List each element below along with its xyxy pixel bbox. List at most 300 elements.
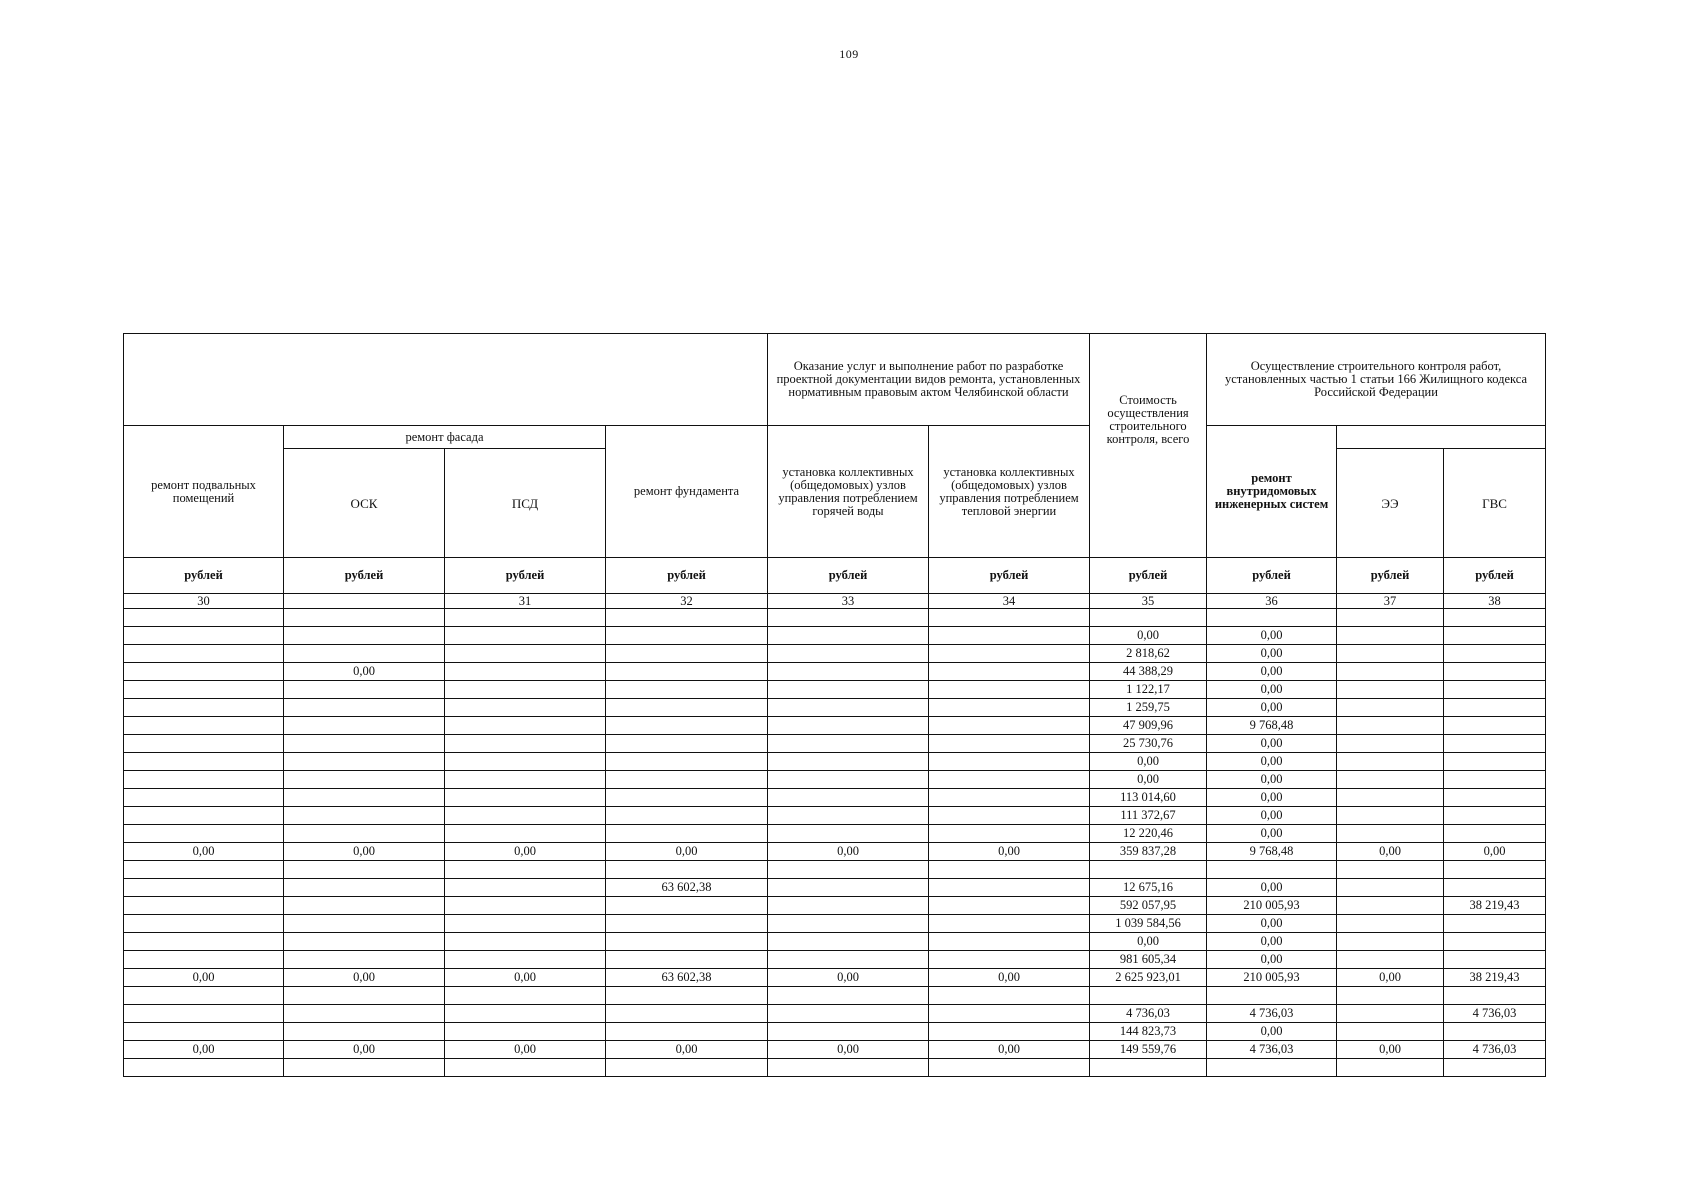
table-row bbox=[124, 897, 1546, 915]
table-cell bbox=[445, 879, 606, 897]
table-cell: 981 605,34 bbox=[1090, 951, 1207, 969]
table-cell bbox=[445, 645, 606, 663]
table-cell: 144 823,73 bbox=[1090, 1023, 1207, 1041]
table-cell bbox=[1444, 627, 1546, 645]
table-cell bbox=[768, 987, 929, 1005]
table-cell bbox=[124, 735, 284, 753]
table-cell bbox=[929, 789, 1090, 807]
table-row bbox=[124, 933, 1546, 951]
table-cell: 0,00 bbox=[1444, 843, 1546, 861]
table-cell: 0,00 bbox=[1207, 933, 1337, 951]
table-row bbox=[124, 843, 1546, 861]
header-facade: ремонт фасада bbox=[284, 426, 606, 449]
table-cell bbox=[768, 753, 929, 771]
table-cell bbox=[1337, 1059, 1444, 1077]
table-cell: 0,00 bbox=[445, 1041, 606, 1059]
units-row-group bbox=[124, 558, 1546, 609]
table-cell bbox=[768, 951, 929, 969]
table-cell bbox=[768, 1005, 929, 1023]
table-cell bbox=[1337, 825, 1444, 843]
table-cell bbox=[929, 717, 1090, 735]
table-cell: 0,00 bbox=[929, 1041, 1090, 1059]
table-cell bbox=[284, 753, 445, 771]
table-cell bbox=[284, 681, 445, 699]
table-cell bbox=[445, 1023, 606, 1041]
column-number: 37 bbox=[1337, 594, 1444, 609]
table-cell bbox=[445, 771, 606, 789]
table-cell bbox=[606, 789, 768, 807]
table-cell: 38 219,43 bbox=[1444, 897, 1546, 915]
header-gvs: ГВС bbox=[1444, 449, 1546, 558]
table-cell bbox=[1444, 645, 1546, 663]
table-cell bbox=[929, 627, 1090, 645]
header-control-total: Стоимость осуществления строительного контроля, всего bbox=[1090, 334, 1207, 558]
table-cell bbox=[929, 681, 1090, 699]
table-cell bbox=[124, 807, 284, 825]
table-cell: 0,00 bbox=[1207, 789, 1337, 807]
table-row bbox=[124, 717, 1546, 735]
data-rows bbox=[124, 609, 1546, 1077]
column-number: 35 bbox=[1090, 594, 1207, 609]
table-cell bbox=[606, 825, 768, 843]
table-cell bbox=[1444, 753, 1546, 771]
table-cell bbox=[1337, 861, 1444, 879]
table-cell: 38 219,43 bbox=[1444, 969, 1546, 987]
table-cell bbox=[284, 1023, 445, 1041]
table-cell bbox=[768, 825, 929, 843]
table-cell bbox=[284, 627, 445, 645]
table-cell: 113 014,60 bbox=[1090, 789, 1207, 807]
table-cell bbox=[929, 645, 1090, 663]
table-cell bbox=[1337, 681, 1444, 699]
table-cell: 0,00 bbox=[1207, 753, 1337, 771]
table-cell bbox=[284, 825, 445, 843]
header-psd: ПСД bbox=[445, 449, 606, 558]
table-cell bbox=[445, 735, 606, 753]
table-cell bbox=[1337, 897, 1444, 915]
table-cell: 0,00 bbox=[1207, 1023, 1337, 1041]
unit-cell: рублей bbox=[284, 558, 445, 594]
table-cell bbox=[929, 1005, 1090, 1023]
column-number: 31 bbox=[445, 594, 606, 609]
table-cell bbox=[606, 681, 768, 699]
table-cell: 0,00 bbox=[124, 843, 284, 861]
table-cell bbox=[929, 735, 1090, 753]
table-cell bbox=[445, 933, 606, 951]
table-cell: 0,00 bbox=[284, 663, 445, 681]
table-cell bbox=[445, 825, 606, 843]
table-cell: 0,00 bbox=[445, 969, 606, 987]
unit-cell: рублей bbox=[124, 558, 284, 594]
table-cell bbox=[929, 1059, 1090, 1077]
table-cell: 0,00 bbox=[929, 969, 1090, 987]
table-cell bbox=[1444, 915, 1546, 933]
table-cell bbox=[1444, 807, 1546, 825]
table-cell bbox=[284, 915, 445, 933]
table-cell bbox=[445, 915, 606, 933]
page-number: 109 bbox=[839, 47, 859, 61]
table-cell: 0,00 bbox=[1207, 915, 1337, 933]
table-cell bbox=[929, 1023, 1090, 1041]
table-cell: 0,00 bbox=[929, 843, 1090, 861]
table-cell bbox=[124, 627, 284, 645]
table-cell: 1 039 584,56 bbox=[1090, 915, 1207, 933]
table-cell bbox=[606, 771, 768, 789]
table-cell: 0,00 bbox=[768, 1041, 929, 1059]
table-cell: 2 818,62 bbox=[1090, 645, 1207, 663]
table-cell bbox=[1444, 825, 1546, 843]
header-basement: ремонт подвальных помещений bbox=[124, 426, 284, 558]
column-number bbox=[284, 594, 445, 609]
table-cell: 0,00 bbox=[1090, 627, 1207, 645]
table-cell bbox=[606, 1059, 768, 1077]
header-heat-nodes: установка коллективных (общедомовых) узлов управления потреблением тепловой энергии bbox=[929, 426, 1090, 558]
table-cell: 0,00 bbox=[1207, 807, 1337, 825]
table-cell: 63 602,38 bbox=[606, 879, 768, 897]
column-number: 30 bbox=[124, 594, 284, 609]
table-cell bbox=[284, 789, 445, 807]
table-cell bbox=[929, 699, 1090, 717]
table-cell bbox=[124, 951, 284, 969]
table-cell bbox=[929, 915, 1090, 933]
table-cell bbox=[929, 951, 1090, 969]
table-cell bbox=[1337, 753, 1444, 771]
table-cell bbox=[768, 771, 929, 789]
table-cell: 0,00 bbox=[1207, 879, 1337, 897]
table-cell: 210 005,93 bbox=[1207, 969, 1337, 987]
table-row bbox=[124, 789, 1546, 807]
table-row bbox=[124, 753, 1546, 771]
table-cell bbox=[929, 879, 1090, 897]
table-cell bbox=[124, 681, 284, 699]
table-cell bbox=[445, 1005, 606, 1023]
table-cell bbox=[284, 609, 445, 627]
column-numbers-row bbox=[124, 594, 1546, 609]
table-cell: 0,00 bbox=[1207, 825, 1337, 843]
table-cell bbox=[445, 1059, 606, 1077]
table-cell: 0,00 bbox=[768, 843, 929, 861]
table-cell bbox=[284, 879, 445, 897]
table-cell: 44 388,29 bbox=[1090, 663, 1207, 681]
table-cell bbox=[929, 897, 1090, 915]
table-cell: 0,00 bbox=[1207, 771, 1337, 789]
table-row bbox=[124, 735, 1546, 753]
table-cell bbox=[124, 753, 284, 771]
table-cell: 0,00 bbox=[1090, 933, 1207, 951]
table-cell bbox=[124, 1059, 284, 1077]
table-cell bbox=[1444, 951, 1546, 969]
table-row bbox=[124, 861, 1546, 879]
table-cell bbox=[124, 825, 284, 843]
table-cell bbox=[768, 735, 929, 753]
table-cell bbox=[1444, 609, 1546, 627]
table-cell bbox=[124, 1023, 284, 1041]
table-cell bbox=[606, 1005, 768, 1023]
table-cell: 4 736,03 bbox=[1207, 1041, 1337, 1059]
table-cell bbox=[929, 753, 1090, 771]
table-cell bbox=[1444, 1059, 1546, 1077]
column-number: 36 bbox=[1207, 594, 1337, 609]
table-cell bbox=[445, 789, 606, 807]
table-cell bbox=[284, 861, 445, 879]
header-control-group: Осуществление строительного контроля работ, установленных частью 1 статьи 166 Жилищного кодекса Российской Федерации bbox=[1207, 334, 1546, 426]
header-hot-water-nodes: установка коллективных (общедомовых) узлов управления потреблением горячей воды bbox=[768, 426, 929, 558]
unit-cell: рублей bbox=[1207, 558, 1337, 594]
table-cell bbox=[606, 717, 768, 735]
table-cell bbox=[284, 735, 445, 753]
table-cell bbox=[768, 861, 929, 879]
table-cell bbox=[445, 951, 606, 969]
table-cell bbox=[1337, 771, 1444, 789]
table-cell bbox=[1337, 789, 1444, 807]
table-header bbox=[124, 334, 1546, 558]
header-osk: ОСК bbox=[284, 449, 445, 558]
table-cell bbox=[768, 933, 929, 951]
table-cell: 0,00 bbox=[284, 1041, 445, 1059]
unit-cell: рублей bbox=[929, 558, 1090, 594]
table-cell: 0,00 bbox=[606, 1041, 768, 1059]
table-row bbox=[124, 699, 1546, 717]
table-cell bbox=[606, 987, 768, 1005]
table-cell bbox=[606, 915, 768, 933]
table-cell: 0,00 bbox=[1207, 951, 1337, 969]
column-number: 33 bbox=[768, 594, 929, 609]
table-cell bbox=[606, 897, 768, 915]
table-cell: 0,00 bbox=[1207, 645, 1337, 663]
table-cell bbox=[124, 717, 284, 735]
table-cell: 210 005,93 bbox=[1207, 897, 1337, 915]
table-cell bbox=[768, 609, 929, 627]
table-cell bbox=[929, 807, 1090, 825]
table-cell bbox=[284, 717, 445, 735]
table-cell: 12 220,46 bbox=[1090, 825, 1207, 843]
table-cell bbox=[929, 771, 1090, 789]
table-cell: 0,00 bbox=[1207, 627, 1337, 645]
table-cell bbox=[1337, 645, 1444, 663]
table-cell: 0,00 bbox=[1207, 681, 1337, 699]
column-number: 38 bbox=[1444, 594, 1546, 609]
table-cell: 25 730,76 bbox=[1090, 735, 1207, 753]
table-row bbox=[124, 1041, 1546, 1059]
table-cell bbox=[1207, 987, 1337, 1005]
units-row bbox=[124, 558, 1546, 594]
table-cell: 2 625 923,01 bbox=[1090, 969, 1207, 987]
table-cell bbox=[1337, 717, 1444, 735]
table-cell bbox=[768, 663, 929, 681]
table-cell bbox=[1337, 987, 1444, 1005]
table-cell: 4 736,03 bbox=[1444, 1041, 1546, 1059]
table-cell bbox=[1337, 933, 1444, 951]
table-cell bbox=[1337, 1005, 1444, 1023]
table-cell bbox=[1090, 861, 1207, 879]
table-cell: 63 602,38 bbox=[606, 969, 768, 987]
table-cell: 0,00 bbox=[1090, 753, 1207, 771]
table-cell bbox=[284, 897, 445, 915]
table-cell bbox=[445, 807, 606, 825]
table-cell bbox=[768, 699, 929, 717]
table-cell bbox=[768, 1023, 929, 1041]
table-cell bbox=[284, 1005, 445, 1023]
table-cell bbox=[1337, 663, 1444, 681]
table-cell bbox=[124, 699, 284, 717]
table-cell bbox=[1090, 1059, 1207, 1077]
table-cell bbox=[606, 861, 768, 879]
table-cell bbox=[445, 717, 606, 735]
table-cell: 111 372,67 bbox=[1090, 807, 1207, 825]
table-cell bbox=[1337, 627, 1444, 645]
table-cell bbox=[284, 1059, 445, 1077]
table-cell bbox=[1337, 609, 1444, 627]
table-cell bbox=[1444, 735, 1546, 753]
table-cell bbox=[1090, 609, 1207, 627]
table-cell bbox=[768, 879, 929, 897]
table-cell bbox=[1444, 663, 1546, 681]
table-cell bbox=[1337, 735, 1444, 753]
table-cell bbox=[929, 933, 1090, 951]
table-cell bbox=[284, 771, 445, 789]
table-cell bbox=[768, 807, 929, 825]
table-cell bbox=[1207, 861, 1337, 879]
table-cell bbox=[284, 987, 445, 1005]
table-cell bbox=[768, 681, 929, 699]
table-cell: 0,00 bbox=[768, 969, 929, 987]
table-cell bbox=[284, 645, 445, 663]
table-cell bbox=[1337, 951, 1444, 969]
column-number: 34 bbox=[929, 594, 1090, 609]
table-cell: 0,00 bbox=[1090, 771, 1207, 789]
table-cell bbox=[768, 897, 929, 915]
column-number: 32 bbox=[606, 594, 768, 609]
table-cell: 0,00 bbox=[1207, 699, 1337, 717]
table-cell bbox=[124, 663, 284, 681]
table-cell bbox=[445, 753, 606, 771]
table-cell bbox=[124, 789, 284, 807]
table-cell bbox=[445, 861, 606, 879]
table-cell bbox=[1444, 933, 1546, 951]
table-cell bbox=[1207, 609, 1337, 627]
table-cell bbox=[1337, 807, 1444, 825]
table-cell bbox=[929, 663, 1090, 681]
table-cell: 149 559,76 bbox=[1090, 1041, 1207, 1059]
table-cell bbox=[768, 1059, 929, 1077]
table-cell bbox=[445, 627, 606, 645]
table-cell bbox=[1444, 717, 1546, 735]
table-cell bbox=[606, 753, 768, 771]
table-cell bbox=[124, 915, 284, 933]
table-cell: 0,00 bbox=[1337, 843, 1444, 861]
header-design-group: Оказание услуг и выполнение работ по разработке проектной документации видов ремонта, установленных нормативным правовым актом Челябинской области bbox=[768, 334, 1090, 426]
table-cell bbox=[124, 1005, 284, 1023]
table-cell: 0,00 bbox=[284, 843, 445, 861]
table-cell bbox=[929, 825, 1090, 843]
table-row bbox=[124, 807, 1546, 825]
table-cell bbox=[1444, 699, 1546, 717]
table-cell bbox=[768, 717, 929, 735]
table-cell bbox=[768, 627, 929, 645]
table-cell: 592 057,95 bbox=[1090, 897, 1207, 915]
table-row bbox=[124, 969, 1546, 987]
table-cell bbox=[768, 915, 929, 933]
table-cell: 0,00 bbox=[1207, 663, 1337, 681]
unit-cell: рублей bbox=[445, 558, 606, 594]
table-cell bbox=[284, 951, 445, 969]
table-row bbox=[124, 1005, 1546, 1023]
table-row bbox=[124, 645, 1546, 663]
table-cell: 9 768,48 bbox=[1207, 717, 1337, 735]
header-foundation: ремонт фундамента bbox=[606, 426, 768, 558]
table-cell: 1 259,75 bbox=[1090, 699, 1207, 717]
unit-cell: рублей bbox=[1090, 558, 1207, 594]
table-cell bbox=[124, 609, 284, 627]
table-cell bbox=[606, 951, 768, 969]
table-cell bbox=[929, 609, 1090, 627]
header-empty-subgroup bbox=[1337, 426, 1546, 449]
table-cell: 0,00 bbox=[1337, 969, 1444, 987]
table-cell bbox=[1444, 879, 1546, 897]
table-cell bbox=[124, 897, 284, 915]
table-cell bbox=[124, 987, 284, 1005]
table-cell bbox=[445, 699, 606, 717]
table-cell bbox=[284, 699, 445, 717]
table-cell: 0,00 bbox=[124, 1041, 284, 1059]
table-row bbox=[124, 915, 1546, 933]
header-empty-cell bbox=[124, 334, 768, 426]
table-cell bbox=[445, 897, 606, 915]
table-cell: 0,00 bbox=[445, 843, 606, 861]
table-row bbox=[124, 987, 1546, 1005]
table-cell bbox=[1444, 771, 1546, 789]
cost-table bbox=[123, 333, 1546, 1077]
table-cell bbox=[124, 861, 284, 879]
table-cell bbox=[606, 933, 768, 951]
table-cell bbox=[445, 681, 606, 699]
table-cell bbox=[1337, 699, 1444, 717]
table-cell bbox=[1444, 1023, 1546, 1041]
table-cell: 359 837,28 bbox=[1090, 843, 1207, 861]
table-cell bbox=[1337, 1023, 1444, 1041]
table-cell bbox=[1444, 987, 1546, 1005]
table-row bbox=[124, 663, 1546, 681]
table-cell bbox=[284, 807, 445, 825]
table-row bbox=[124, 681, 1546, 699]
table-cell bbox=[606, 807, 768, 825]
table-cell bbox=[929, 861, 1090, 879]
table-cell: 4 736,03 bbox=[1207, 1005, 1337, 1023]
table-cell bbox=[1444, 681, 1546, 699]
table-cell bbox=[768, 789, 929, 807]
table-cell bbox=[1444, 861, 1546, 879]
table-cell: 0,00 bbox=[124, 969, 284, 987]
table-cell bbox=[1090, 987, 1207, 1005]
table-cell bbox=[606, 663, 768, 681]
table-cell bbox=[445, 663, 606, 681]
table-cell bbox=[606, 699, 768, 717]
table-cell bbox=[124, 771, 284, 789]
header-ee: ЭЭ bbox=[1337, 449, 1444, 558]
table-cell bbox=[606, 609, 768, 627]
table-cell bbox=[124, 879, 284, 897]
table-row bbox=[124, 627, 1546, 645]
table-cell bbox=[606, 627, 768, 645]
table-cell bbox=[1207, 1059, 1337, 1077]
table-row bbox=[124, 879, 1546, 897]
table-cell bbox=[606, 645, 768, 663]
table-cell bbox=[1444, 789, 1546, 807]
table-cell: 0,00 bbox=[606, 843, 768, 861]
table-cell: 0,00 bbox=[1207, 735, 1337, 753]
table-cell: 4 736,03 bbox=[1444, 1005, 1546, 1023]
table-cell bbox=[124, 933, 284, 951]
